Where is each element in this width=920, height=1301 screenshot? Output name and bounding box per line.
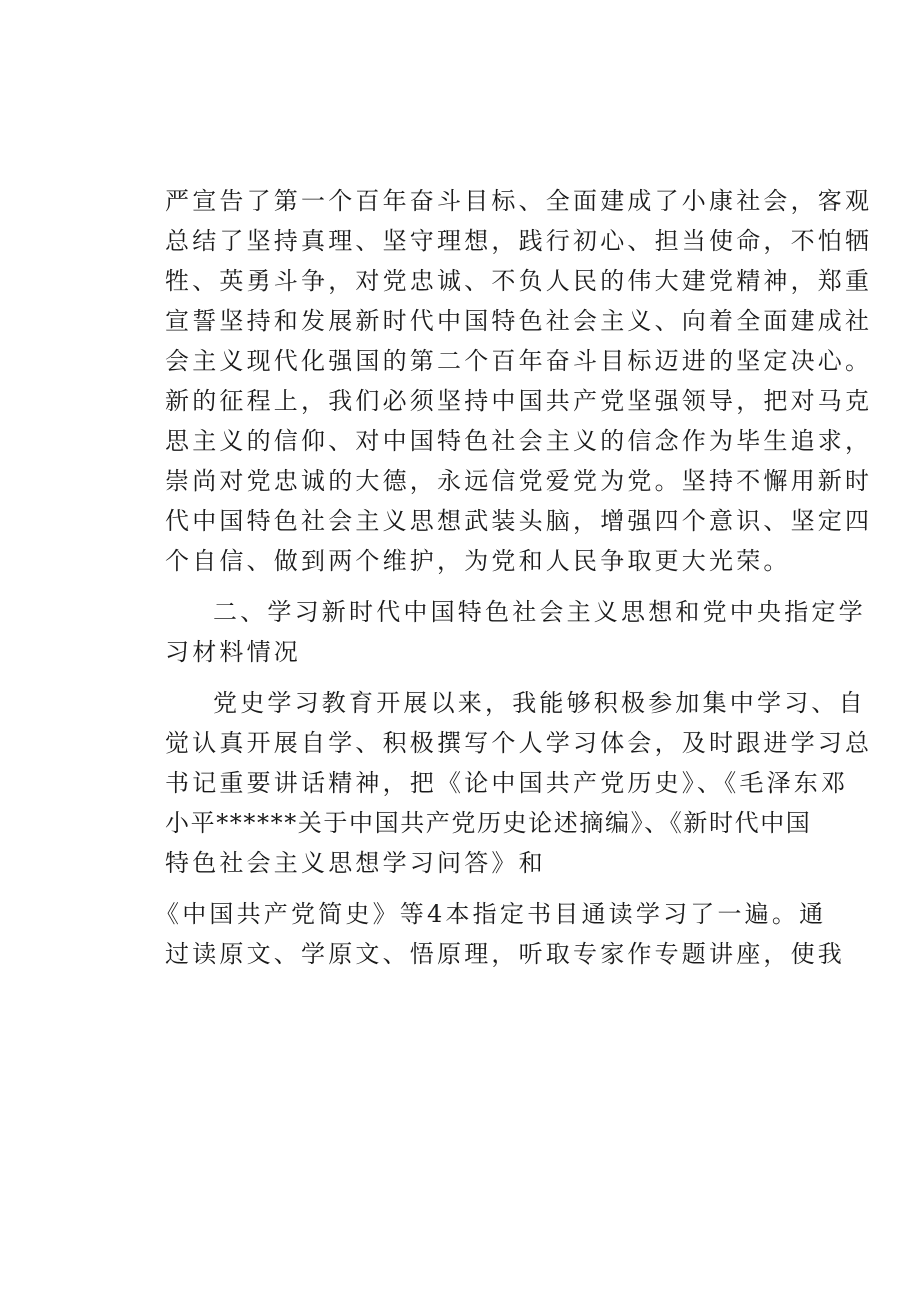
text-line: 总结了坚持真理、坚守理想，践行初心、担当使命，不怕牺 bbox=[165, 227, 873, 255]
text-line: 小平******关于中国共产党历史论述摘编》、《新时代中国 bbox=[165, 809, 812, 837]
text-line: 觉认真开展自学、积极撰写个人学习体会，及时跟进学习总 bbox=[165, 729, 873, 757]
text-line: 思主义的信仰、对中国特色社会主义的信念作为毕生追求， bbox=[165, 427, 873, 455]
section-heading: 二、学习新时代中国特色社会主义思想和党中央指定学 bbox=[213, 598, 866, 626]
text-line: 个自信、做到两个维护，为党和人民争取更大光荣。 bbox=[165, 547, 791, 575]
text-line: 宣誓坚持和发展新时代中国特色社会主义、向着全面建成社 bbox=[165, 307, 873, 335]
section-heading-continued: 习材料情况 bbox=[165, 638, 301, 666]
text-line: 《中国共产党简史》等4本指定书目通读学习了一遍。通 bbox=[155, 900, 827, 928]
text-line: 新的征程上，我们必须坚持中国共产党坚强领导，把对马克 bbox=[165, 387, 873, 415]
text-line: 代中国特色社会主义思想武装头脑，增强四个意识、坚定四 bbox=[165, 507, 873, 535]
text-line: 党史学习教育开展以来，我能够积极参加集中学习、自 bbox=[213, 689, 866, 717]
text-line: 书记重要讲话精神，把《论中国共产党历史》、《毛泽东邓 bbox=[165, 769, 849, 797]
text-line: 过读原文、学原文、悟原理，听取专家作专题讲座，使我 bbox=[165, 940, 845, 968]
text-line: 严宣告了第一个百年奋斗目标、全面建成了小康社会，客观 bbox=[165, 187, 873, 215]
text-line: 特色社会主义思想学习问答》和 bbox=[165, 849, 546, 877]
text-line: 牲、英勇斗争，对党忠诚、不负人民的伟大建党精神，郑重 bbox=[165, 267, 873, 295]
body-text bbox=[155, 181, 873, 974]
text-line: 崇尚对党忠诚的大德，永远信党爱党为党。坚持不懈用新时 bbox=[165, 467, 873, 495]
text-line: 会主义现代化强国的第二个百年奋斗目标迈进的坚定决心。 bbox=[165, 347, 873, 375]
